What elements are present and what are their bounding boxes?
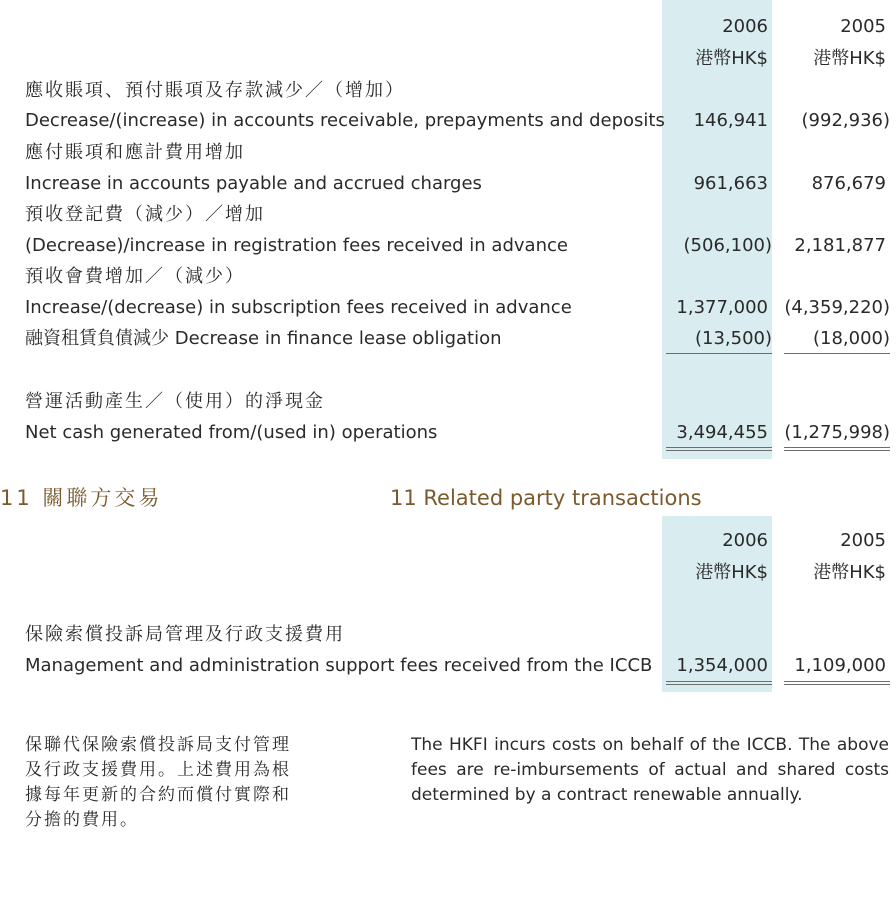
section-heading-zh: 11 關聯方交易 [0,486,163,510]
fees-label-en: Management and administration support fees received from the ICCB [25,655,653,676]
fees-label-zh: 保險索償投訴局管理及行政支援費用 [25,624,345,645]
row-2-value-2005: 876,679 [811,173,886,194]
row-1-label-zh: 應收賬項、預付賬項及存款減少／（增加） [25,80,405,101]
note-paragraph-zh: 保聯代保險索償投訴局支付管理及行政支援費用。上述費用為根據每年更新的合約而償付實際和分擔的費用。 [25,735,291,830]
header-year-2006: 2006 [722,16,768,37]
total-double-rule-2006 [666,447,772,451]
row-1-value-2005: (992,936) [801,110,890,131]
row-1-label-en: Decrease/(increase) in accounts receivable, prepayments and deposits [25,110,665,131]
fees-double-rule-2006 [666,681,772,685]
header2-currency-2006: 港幣HK$ [695,562,768,583]
total-value-2005: (1,275,998) [784,422,890,443]
total-double-rule-2005 [784,447,890,451]
row-1-value-2006: 146,941 [693,110,768,131]
fees-double-rule-2005 [784,681,890,685]
header2-year-2006: 2006 [722,530,768,551]
total-value-2006: 3,494,455 [676,422,768,443]
header-currency-2006: 港幣HK$ [695,48,768,69]
fees-value-2005: 1,109,000 [794,655,886,676]
row-2-value-2006: 961,663 [693,173,768,194]
header2-year-2005: 2005 [840,530,886,551]
row-2-label-zh: 應付賬項和應計費用增加 [25,142,245,163]
total-label-zh: 營運活動產生／（使用）的淨現金 [25,391,325,412]
row-3-label-zh: 預收登記費（減少）／增加 [25,204,265,225]
fees-value-2006: 1,354,000 [676,655,768,676]
row-3-value-2005: 2,181,877 [794,235,886,256]
row-4-label-en: Increase/(decrease) in subscription fees received in advance [25,297,572,318]
section-heading-en: 11 Related party transactions [390,486,702,510]
subtotal-rule-2005 [784,353,890,354]
note-paragraph-en: The HKFI incurs costs on behalf of the ICCB. The above fees are re-imbursements of actual and shared costs determined by a contract renewable annually. [411,735,889,805]
row-3-label-en: (Decrease)/increase in registration fees received in advance [25,235,568,256]
header-year-2005: 2005 [840,16,886,37]
row-5-value-2006: (13,500) [694,328,772,349]
total-label-en: Net cash generated from/(used in) operations [25,422,438,443]
header-currency-2005: 港幣HK$ [813,48,886,69]
row-4-label-zh: 預收會費增加／（減少） [25,266,245,287]
row-3-value-2006: (506,100) [683,235,772,256]
header2-currency-2005: 港幣HK$ [813,562,886,583]
subtotal-rule-2006 [666,353,772,354]
row-5-label: 融資租賃負債減少 Decrease in finance lease obligation [25,328,502,349]
row-4-value-2006: 1,377,000 [676,297,768,318]
row-5-value-2005: (18,000) [812,328,890,349]
row-2-label-en: Increase in accounts payable and accrued charges [25,173,482,194]
row-4-value-2005: (4,359,220) [784,297,890,318]
